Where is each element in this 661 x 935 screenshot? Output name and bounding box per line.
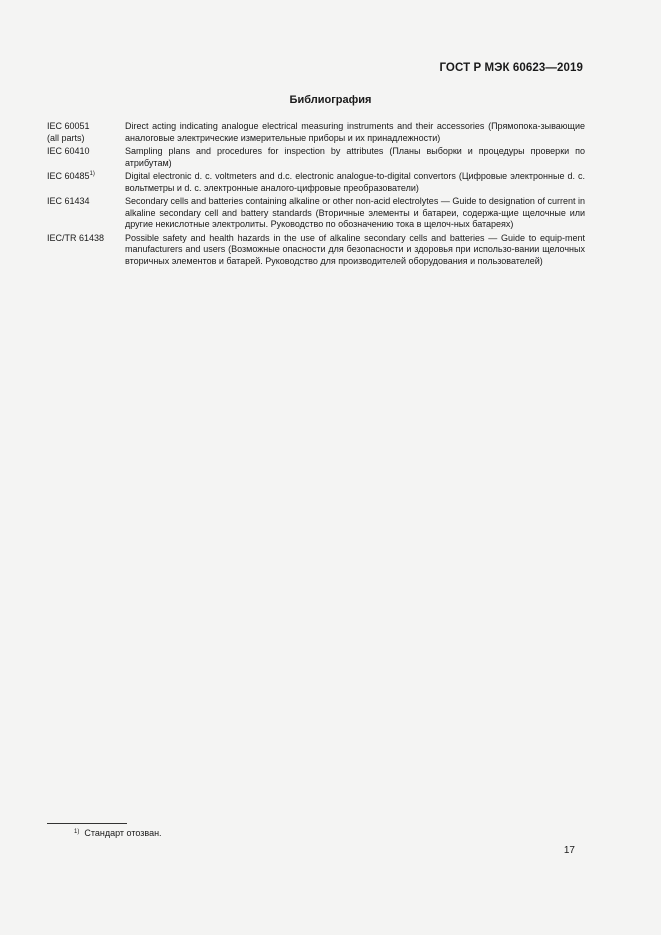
bibliography-title: Библиография [289, 94, 372, 106]
entry-text: Direct acting indicating analogue electrical measuring instruments and their accessories (Прямопока-зывающие аналоговые электрические измерительные приборы и их принадлежности) [125, 121, 585, 143]
entry-code-line: IEC 60485 [47, 171, 90, 181]
bibliography-entry [47, 196, 585, 231]
standard-designation: ГОСТ Р МЭК 60623—2019 [439, 62, 583, 74]
entry-code [47, 233, 125, 268]
bibliography-entry [47, 171, 585, 194]
entry-text: Digital electronic d. c. voltmeters and d.c. electronic analogue-to-digital convertors (Цифровые электронные d. c. вольтметры и d. c. электронные аналого-цифровые преобразователи) [125, 171, 585, 193]
entry-code [47, 121, 125, 144]
footnote-reference: 1) [89, 171, 95, 177]
footnote-divider [47, 823, 127, 824]
entry-text: Possible safety and health hazards in the use of alkaline secondary cells and batteries — Guide to equip-ment manufacturers and users (Возможные опасности для безопасности и здоровья при использо-вании щелочных вторичных элементов и батарей. Руководство для производителей оборудования и пользователей) [125, 232, 585, 266]
bibliography-list [47, 121, 585, 269]
footnote [74, 828, 162, 838]
bibliography-entry [47, 233, 585, 268]
bibliography-entry [47, 146, 585, 169]
page-number: 17 [563, 845, 575, 856]
footnote-mark: 1) [74, 829, 80, 835]
entry-code-line: IEC 60051 [47, 121, 90, 131]
entry-code-line: IEC/TR 61438 [47, 232, 105, 243]
entry-code-line: IEC 60410 [47, 146, 90, 156]
entry-text: Secondary cells and batteries containing alkaline or other non-acid electrolytes — Guide to designation of current in alkaline secondary cell and battery standards (Вторичные элементы и батареи, содержа-щие щелочные или другие некислотные электролиты. Руководство по обозначению тока в щелоч-ных батареях) [125, 196, 585, 229]
entry-code-line: (all parts) [47, 132, 85, 143]
footnote-text: Стандарт отозван. [84, 828, 162, 838]
entry-code [47, 146, 125, 169]
entry-text: Sampling plans and procedures for inspection by attributes (Планы выборки и процедуры проверки по атрибутам) [125, 146, 585, 168]
entry-code [47, 196, 125, 231]
bibliography-entry [47, 121, 585, 144]
entry-code [47, 171, 125, 194]
entry-code-line: IEC 61434 [47, 196, 90, 206]
